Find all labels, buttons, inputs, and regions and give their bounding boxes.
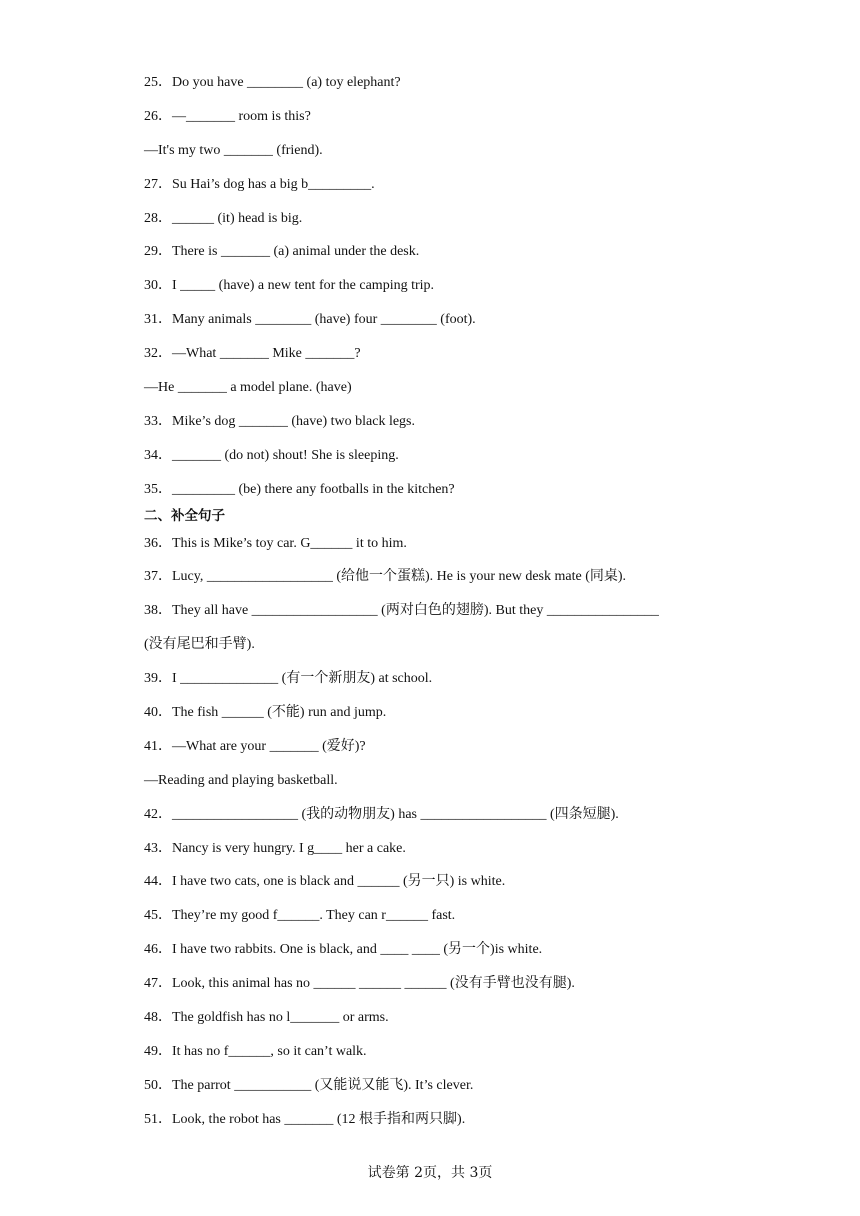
question-line: —Reading and playing basketball. [144,772,338,788]
question-line: 51．Look, the robot has _______ (12 根手指和两只脚). [144,1111,466,1127]
question-line: 27．Su Hai’s dog has a big b_________. [144,176,375,192]
question-line: 33．Mike’s dog _______ (have) two black legs. [144,413,416,429]
question-line: 26．—_______ room is this? [144,108,311,124]
question-line: 39．I ______________ (有一个新朋友) at school. [144,671,433,687]
question-line: 50．The parrot ___________ (又能说又能飞). It’s clever. [144,1077,474,1093]
question-line: 48．The goldfish has no l_______ or arms. [144,1010,389,1026]
question-line: 44．I have two cats, one is black and ______ (另一只) is white. [144,874,506,890]
question-line: 32．—What _______ Mike _______? [144,346,361,362]
question-line: 37．Lucy, __________________ (给他一个蛋糕). He is your new desk mate (同桌). [144,569,627,585]
question-line: —It's my two _______ (friend). [144,142,323,158]
question-line: 49．It has no f______, so it can’t walk. [144,1043,367,1059]
question-line: 42．__________________ (我的动物朋友) has __________________ (四条短腿). [144,806,619,822]
question-line: 31．Many animals ________ (have) four ________ (foot). [144,312,476,328]
question-list [144,72,824,1143]
question-line: 34．_______ (do not) shout! She is sleeping. [144,447,399,463]
question-line: 38．They all have __________________ (两对白色的翅膀). But they ________________ [144,603,659,619]
question-line: (没有尾巴和手臂). [144,637,255,653]
page-footer: 试卷第 2页，共 3页 [367,1165,493,1181]
question-line: 25．Do you have ________ (a) toy elephant? [144,75,401,90]
question-line: 46．I have two rabbits. One is black, and ____ ____ (另一个)is white. [144,942,543,958]
question-line: 36．This is Mike’s toy car. G______ it to him. [144,535,407,551]
question-line: 41．—What are your _______ (爱好)? [144,738,366,754]
section-heading: 二、补全句子 [144,507,225,524]
question-line: —He _______ a model plane. (have) [144,380,352,396]
question-line: 29．There is _______ (a) animal under the desk. [144,244,420,260]
question-line: 35．_________ (be) there any footballs in the kitchen? [144,481,455,497]
question-line: 28．______ (it) head is big. [144,210,303,226]
question-line: 43．Nancy is very hungry. I g____ her a cake. [144,840,406,856]
question-line: 40．The fish ______ (不能) run and jump. [144,705,387,721]
question-line: 47．Look, this animal has no ______ ______ ______ (没有手臂也没有腿). [144,976,575,992]
question-line: 30．I _____ (have) a new tent for the camping trip. [144,278,435,294]
question-line: 45．They’re my good f______. They can r______ fast. [144,908,456,924]
